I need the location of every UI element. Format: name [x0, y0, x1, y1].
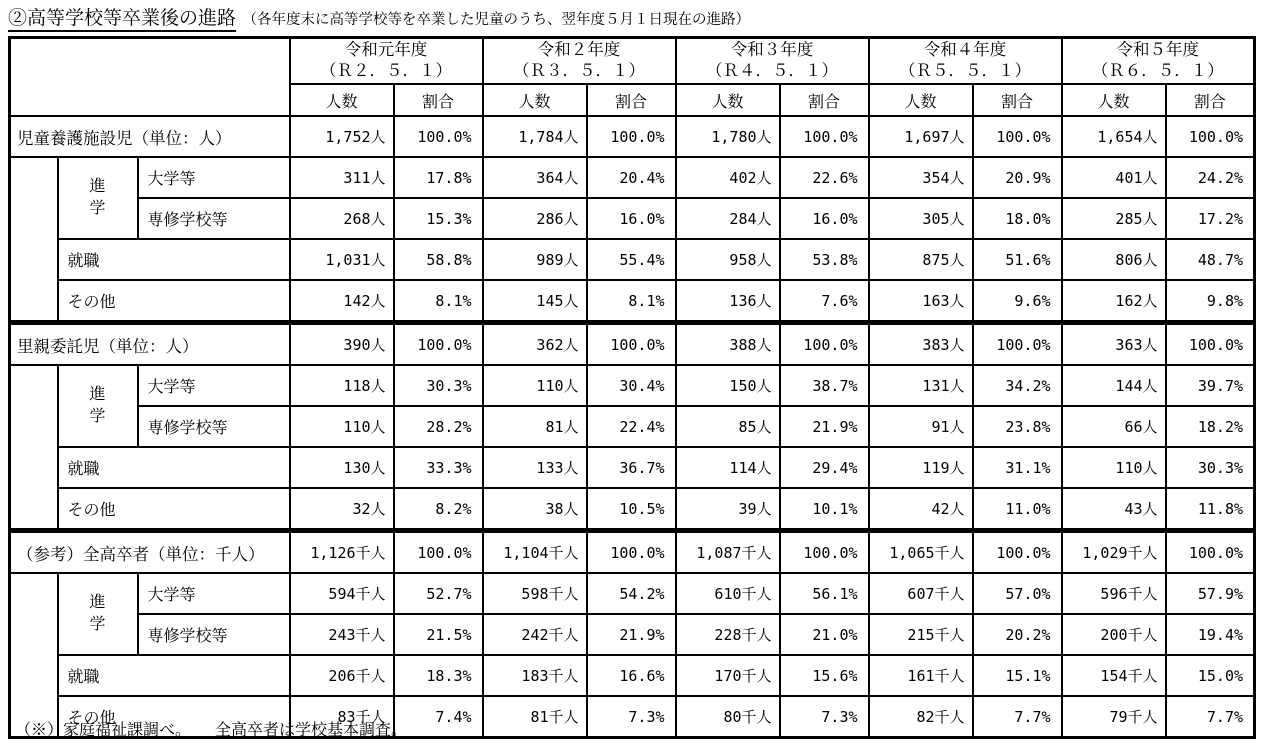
- rate-cell: 100.0%: [780, 531, 869, 574]
- num-cell: 85人: [676, 406, 780, 447]
- rate-cell: 11.0%: [973, 488, 1062, 531]
- num-cell: 364人: [483, 157, 587, 198]
- rate-cell: 30.4%: [587, 365, 676, 406]
- rate-cell: 24.2%: [1166, 157, 1255, 198]
- num-cell: 596千人: [1062, 573, 1166, 614]
- rate-cell: 7.7%: [973, 696, 1062, 738]
- num-cell: 170千人: [676, 655, 780, 696]
- corner-cell: [10, 38, 290, 117]
- year-era: 令和５年度: [1116, 40, 1200, 59]
- rate-cell: 15.1%: [973, 655, 1062, 696]
- num-cell: 305人: [869, 198, 973, 239]
- rate-cell: 7.3%: [780, 696, 869, 738]
- rate-cell: 48.7%: [1166, 239, 1255, 280]
- rate-cell: 7.6%: [780, 280, 869, 323]
- rate-cell: 100.0%: [780, 323, 869, 366]
- num-cell: 110人: [1062, 447, 1166, 488]
- num-cell: 1,784人: [483, 116, 587, 157]
- row-label-senshu: 専修学校等: [138, 614, 290, 655]
- num-cell: 383人: [869, 323, 973, 366]
- num-cell: 598千人: [483, 573, 587, 614]
- row-label-daigaku: 大学等: [138, 365, 290, 406]
- num-cell: 284人: [676, 198, 780, 239]
- row-label-shingaku: [58, 573, 138, 655]
- year-date: （Ｒ６．５．１）: [1091, 62, 1224, 80]
- rate-cell: 100.0%: [587, 323, 676, 366]
- num-cell: 81人: [483, 406, 587, 447]
- rate-cell: 19.4%: [1166, 614, 1255, 655]
- rate-cell: 7.4%: [394, 696, 483, 738]
- num-cell: 42人: [869, 488, 973, 531]
- rate-cell: 36.7%: [587, 447, 676, 488]
- num-cell: 286人: [483, 198, 587, 239]
- num-cell: 66人: [1062, 406, 1166, 447]
- rate-cell: 39.7%: [1166, 365, 1255, 406]
- rate-cell: 15.0%: [1166, 655, 1255, 696]
- rate-cell: 16.0%: [780, 198, 869, 239]
- rate-cell: 29.4%: [780, 447, 869, 488]
- num-cell: 228千人: [676, 614, 780, 655]
- num-cell: 162人: [1062, 280, 1166, 323]
- num-cell: 362人: [483, 323, 587, 366]
- rate-cell: 8.1%: [587, 280, 676, 323]
- row-label-sonota: その他: [58, 488, 290, 531]
- num-header: 人数: [483, 84, 587, 116]
- rate-cell: 56.1%: [780, 573, 869, 614]
- shingaku-vertical-text: 進学: [89, 386, 106, 425]
- rate-cell: 53.8%: [780, 239, 869, 280]
- num-cell: 200千人: [1062, 614, 1166, 655]
- rate-cell: 21.9%: [780, 406, 869, 447]
- rate-cell: 100.0%: [973, 531, 1062, 574]
- section-label: 里親委託児（単位：人）: [10, 323, 290, 366]
- num-cell: 133人: [483, 447, 587, 488]
- num-cell: 119人: [869, 447, 973, 488]
- rate-cell: 8.2%: [394, 488, 483, 531]
- num-cell: 268人: [290, 198, 394, 239]
- rate-cell: 21.0%: [780, 614, 869, 655]
- num-cell: 206千人: [290, 655, 394, 696]
- num-cell: 390人: [290, 323, 394, 366]
- rate-cell: 100.0%: [780, 116, 869, 157]
- num-cell: 607千人: [869, 573, 973, 614]
- rate-cell: 51.6%: [973, 239, 1062, 280]
- rate-cell: 18.2%: [1166, 406, 1255, 447]
- num-cell: 1,065千人: [869, 531, 973, 574]
- num-cell: 594千人: [290, 573, 394, 614]
- rate-cell: 15.3%: [394, 198, 483, 239]
- rate-cell: 21.5%: [394, 614, 483, 655]
- rate-cell: 100.0%: [1166, 323, 1255, 366]
- rate-cell: 22.6%: [780, 157, 869, 198]
- rate-cell: 100.0%: [394, 531, 483, 574]
- num-cell: 610千人: [676, 573, 780, 614]
- rate-cell: 100.0%: [1166, 531, 1255, 574]
- rate-cell: 100.0%: [973, 323, 1062, 366]
- num-cell: 1,087千人: [676, 531, 780, 574]
- num-cell: 1,654人: [1062, 116, 1166, 157]
- year-date: （Ｒ５．５．１）: [899, 62, 1032, 80]
- year-era: 令和３年度: [730, 40, 814, 59]
- num-cell: 243千人: [290, 614, 394, 655]
- shingaku-vertical-text: 進学: [89, 178, 106, 217]
- num-cell: 32人: [290, 488, 394, 531]
- num-cell: 354人: [869, 157, 973, 198]
- rate-cell: 10.5%: [587, 488, 676, 531]
- num-cell: 130人: [290, 447, 394, 488]
- num-cell: 82千人: [869, 696, 973, 738]
- rate-cell: 100.0%: [973, 116, 1062, 157]
- rate-cell: 16.6%: [587, 655, 676, 696]
- num-cell: 150人: [676, 365, 780, 406]
- num-header: 人数: [869, 84, 973, 116]
- num-cell: 154千人: [1062, 655, 1166, 696]
- num-cell: 1,697人: [869, 116, 973, 157]
- year-era: 令和４年度: [923, 40, 1007, 59]
- rate-cell: 100.0%: [394, 116, 483, 157]
- num-cell: 989人: [483, 239, 587, 280]
- row-label-sonota: その他: [58, 280, 290, 323]
- num-cell: 1,104千人: [483, 531, 587, 574]
- footnote: （※）家庭福祉課調べ。 全高卒者は学校基本調査。: [15, 722, 408, 739]
- rate-header: 割合: [973, 84, 1062, 116]
- row-label-shushoku: 就職: [58, 239, 290, 280]
- num-cell: 144人: [1062, 365, 1166, 406]
- rate-cell: 34.2%: [973, 365, 1062, 406]
- rate-cell: 20.4%: [587, 157, 676, 198]
- year-era: 令和２年度: [537, 40, 621, 59]
- year-header-r5: [1062, 38, 1255, 85]
- rate-cell: 16.0%: [587, 198, 676, 239]
- num-cell: 43人: [1062, 488, 1166, 531]
- shingaku-vertical-text: 進学: [89, 594, 106, 633]
- rate-cell: 52.7%: [394, 573, 483, 614]
- year-date: （Ｒ３．５．１）: [513, 62, 646, 80]
- rate-cell: 20.2%: [973, 614, 1062, 655]
- num-cell: 183千人: [483, 655, 587, 696]
- rate-cell: 57.0%: [973, 573, 1062, 614]
- rate-cell: 23.8%: [973, 406, 1062, 447]
- page-title-note: （各年度末に高等学校等を卒業した児童のうち、翌年度５月１日現在の進路）: [242, 12, 750, 28]
- rate-cell: 58.8%: [394, 239, 483, 280]
- year-header-r4: [869, 38, 1062, 85]
- rate-cell: 7.3%: [587, 696, 676, 738]
- rate-cell: 33.3%: [394, 447, 483, 488]
- num-cell: 145人: [483, 280, 587, 323]
- rate-cell: 100.0%: [394, 323, 483, 366]
- num-cell: 39人: [676, 488, 780, 531]
- num-cell: 1,752人: [290, 116, 394, 157]
- num-cell: 215千人: [869, 614, 973, 655]
- rate-cell: 10.1%: [780, 488, 869, 531]
- num-cell: 242千人: [483, 614, 587, 655]
- num-cell: 110人: [290, 406, 394, 447]
- rate-cell: 11.8%: [1166, 488, 1255, 531]
- num-cell: 1,031人: [290, 239, 394, 280]
- num-cell: 363人: [1062, 323, 1166, 366]
- num-cell: 136人: [676, 280, 780, 323]
- indent-spacer: [10, 157, 58, 323]
- rate-cell: 18.3%: [394, 655, 483, 696]
- rate-cell: 15.6%: [780, 655, 869, 696]
- num-cell: 1,126千人: [290, 531, 394, 574]
- year-date: （Ｒ２．５．１）: [320, 62, 453, 80]
- num-header: 人数: [290, 84, 394, 116]
- num-cell: 114人: [676, 447, 780, 488]
- rate-cell: 17.8%: [394, 157, 483, 198]
- rate-cell: 100.0%: [587, 116, 676, 157]
- num-cell: 81千人: [483, 696, 587, 738]
- indent-spacer: [10, 365, 58, 531]
- num-cell: 163人: [869, 280, 973, 323]
- rate-cell: 57.9%: [1166, 573, 1255, 614]
- rate-cell: 30.3%: [1166, 447, 1255, 488]
- num-cell: 401人: [1062, 157, 1166, 198]
- row-label-senshu: 専修学校等: [138, 406, 290, 447]
- num-cell: 402人: [676, 157, 780, 198]
- num-header: 人数: [1062, 84, 1166, 116]
- num-cell: 1,029千人: [1062, 531, 1166, 574]
- page-title: [8, 3, 750, 30]
- num-cell: 958人: [676, 239, 780, 280]
- num-cell: 806人: [1062, 239, 1166, 280]
- row-label-daigaku: 大学等: [138, 573, 290, 614]
- num-cell: 161千人: [869, 655, 973, 696]
- num-cell: 388人: [676, 323, 780, 366]
- section-label: （参考）全高卒者（単位：千人）: [10, 531, 290, 574]
- row-label-shushoku: 就職: [58, 655, 290, 696]
- num-cell: 83千人: [290, 696, 394, 738]
- year-header-r2: [483, 38, 676, 85]
- num-cell: 142人: [290, 280, 394, 323]
- row-label-shingaku: [58, 157, 138, 239]
- row-label-daigaku: 大学等: [138, 157, 290, 198]
- num-cell: 79千人: [1062, 696, 1166, 738]
- careers-table: [8, 36, 1256, 739]
- rate-cell: 18.0%: [973, 198, 1062, 239]
- rate-cell: 30.3%: [394, 365, 483, 406]
- rate-header: 割合: [394, 84, 483, 116]
- rate-cell: 22.4%: [587, 406, 676, 447]
- rate-cell: 20.9%: [973, 157, 1062, 198]
- rate-cell: 21.9%: [587, 614, 676, 655]
- rate-cell: 9.8%: [1166, 280, 1255, 323]
- num-cell: 80千人: [676, 696, 780, 738]
- num-cell: 1,780人: [676, 116, 780, 157]
- num-header: 人数: [676, 84, 780, 116]
- num-cell: 38人: [483, 488, 587, 531]
- row-label-shushoku: 就職: [58, 447, 290, 488]
- num-cell: 285人: [1062, 198, 1166, 239]
- row-label-senshu: 専修学校等: [138, 198, 290, 239]
- rate-cell: 55.4%: [587, 239, 676, 280]
- rate-cell: 38.7%: [780, 365, 869, 406]
- rate-cell: 8.1%: [394, 280, 483, 323]
- rate-cell: 31.1%: [973, 447, 1062, 488]
- rate-cell: 28.2%: [394, 406, 483, 447]
- num-cell: 110人: [483, 365, 587, 406]
- indent-spacer: [10, 573, 58, 738]
- rate-cell: 54.2%: [587, 573, 676, 614]
- rate-cell: 100.0%: [1166, 116, 1255, 157]
- section-label: 児童養護施設児（単位：人）: [10, 116, 290, 157]
- rate-cell: 9.6%: [973, 280, 1062, 323]
- num-cell: 131人: [869, 365, 973, 406]
- rate-header: 割合: [587, 84, 676, 116]
- year-era: 令和元年度: [344, 40, 428, 59]
- row-label-sonota: その他: [58, 696, 290, 738]
- num-cell: 91人: [869, 406, 973, 447]
- num-cell: 311人: [290, 157, 394, 198]
- rate-cell: 7.7%: [1166, 696, 1255, 738]
- year-header-r1: [290, 38, 483, 85]
- num-cell: 118人: [290, 365, 394, 406]
- rate-header: 割合: [1166, 84, 1255, 116]
- year-date: （Ｒ４．５．１）: [706, 62, 839, 80]
- year-header-r3: [676, 38, 869, 85]
- page-title-text: ②高等学校等卒業後の進路: [8, 8, 236, 32]
- num-cell: 875人: [869, 239, 973, 280]
- row-label-shingaku: [58, 365, 138, 447]
- rate-cell: 100.0%: [587, 531, 676, 574]
- rate-header: 割合: [780, 84, 869, 116]
- rate-cell: 17.2%: [1166, 198, 1255, 239]
